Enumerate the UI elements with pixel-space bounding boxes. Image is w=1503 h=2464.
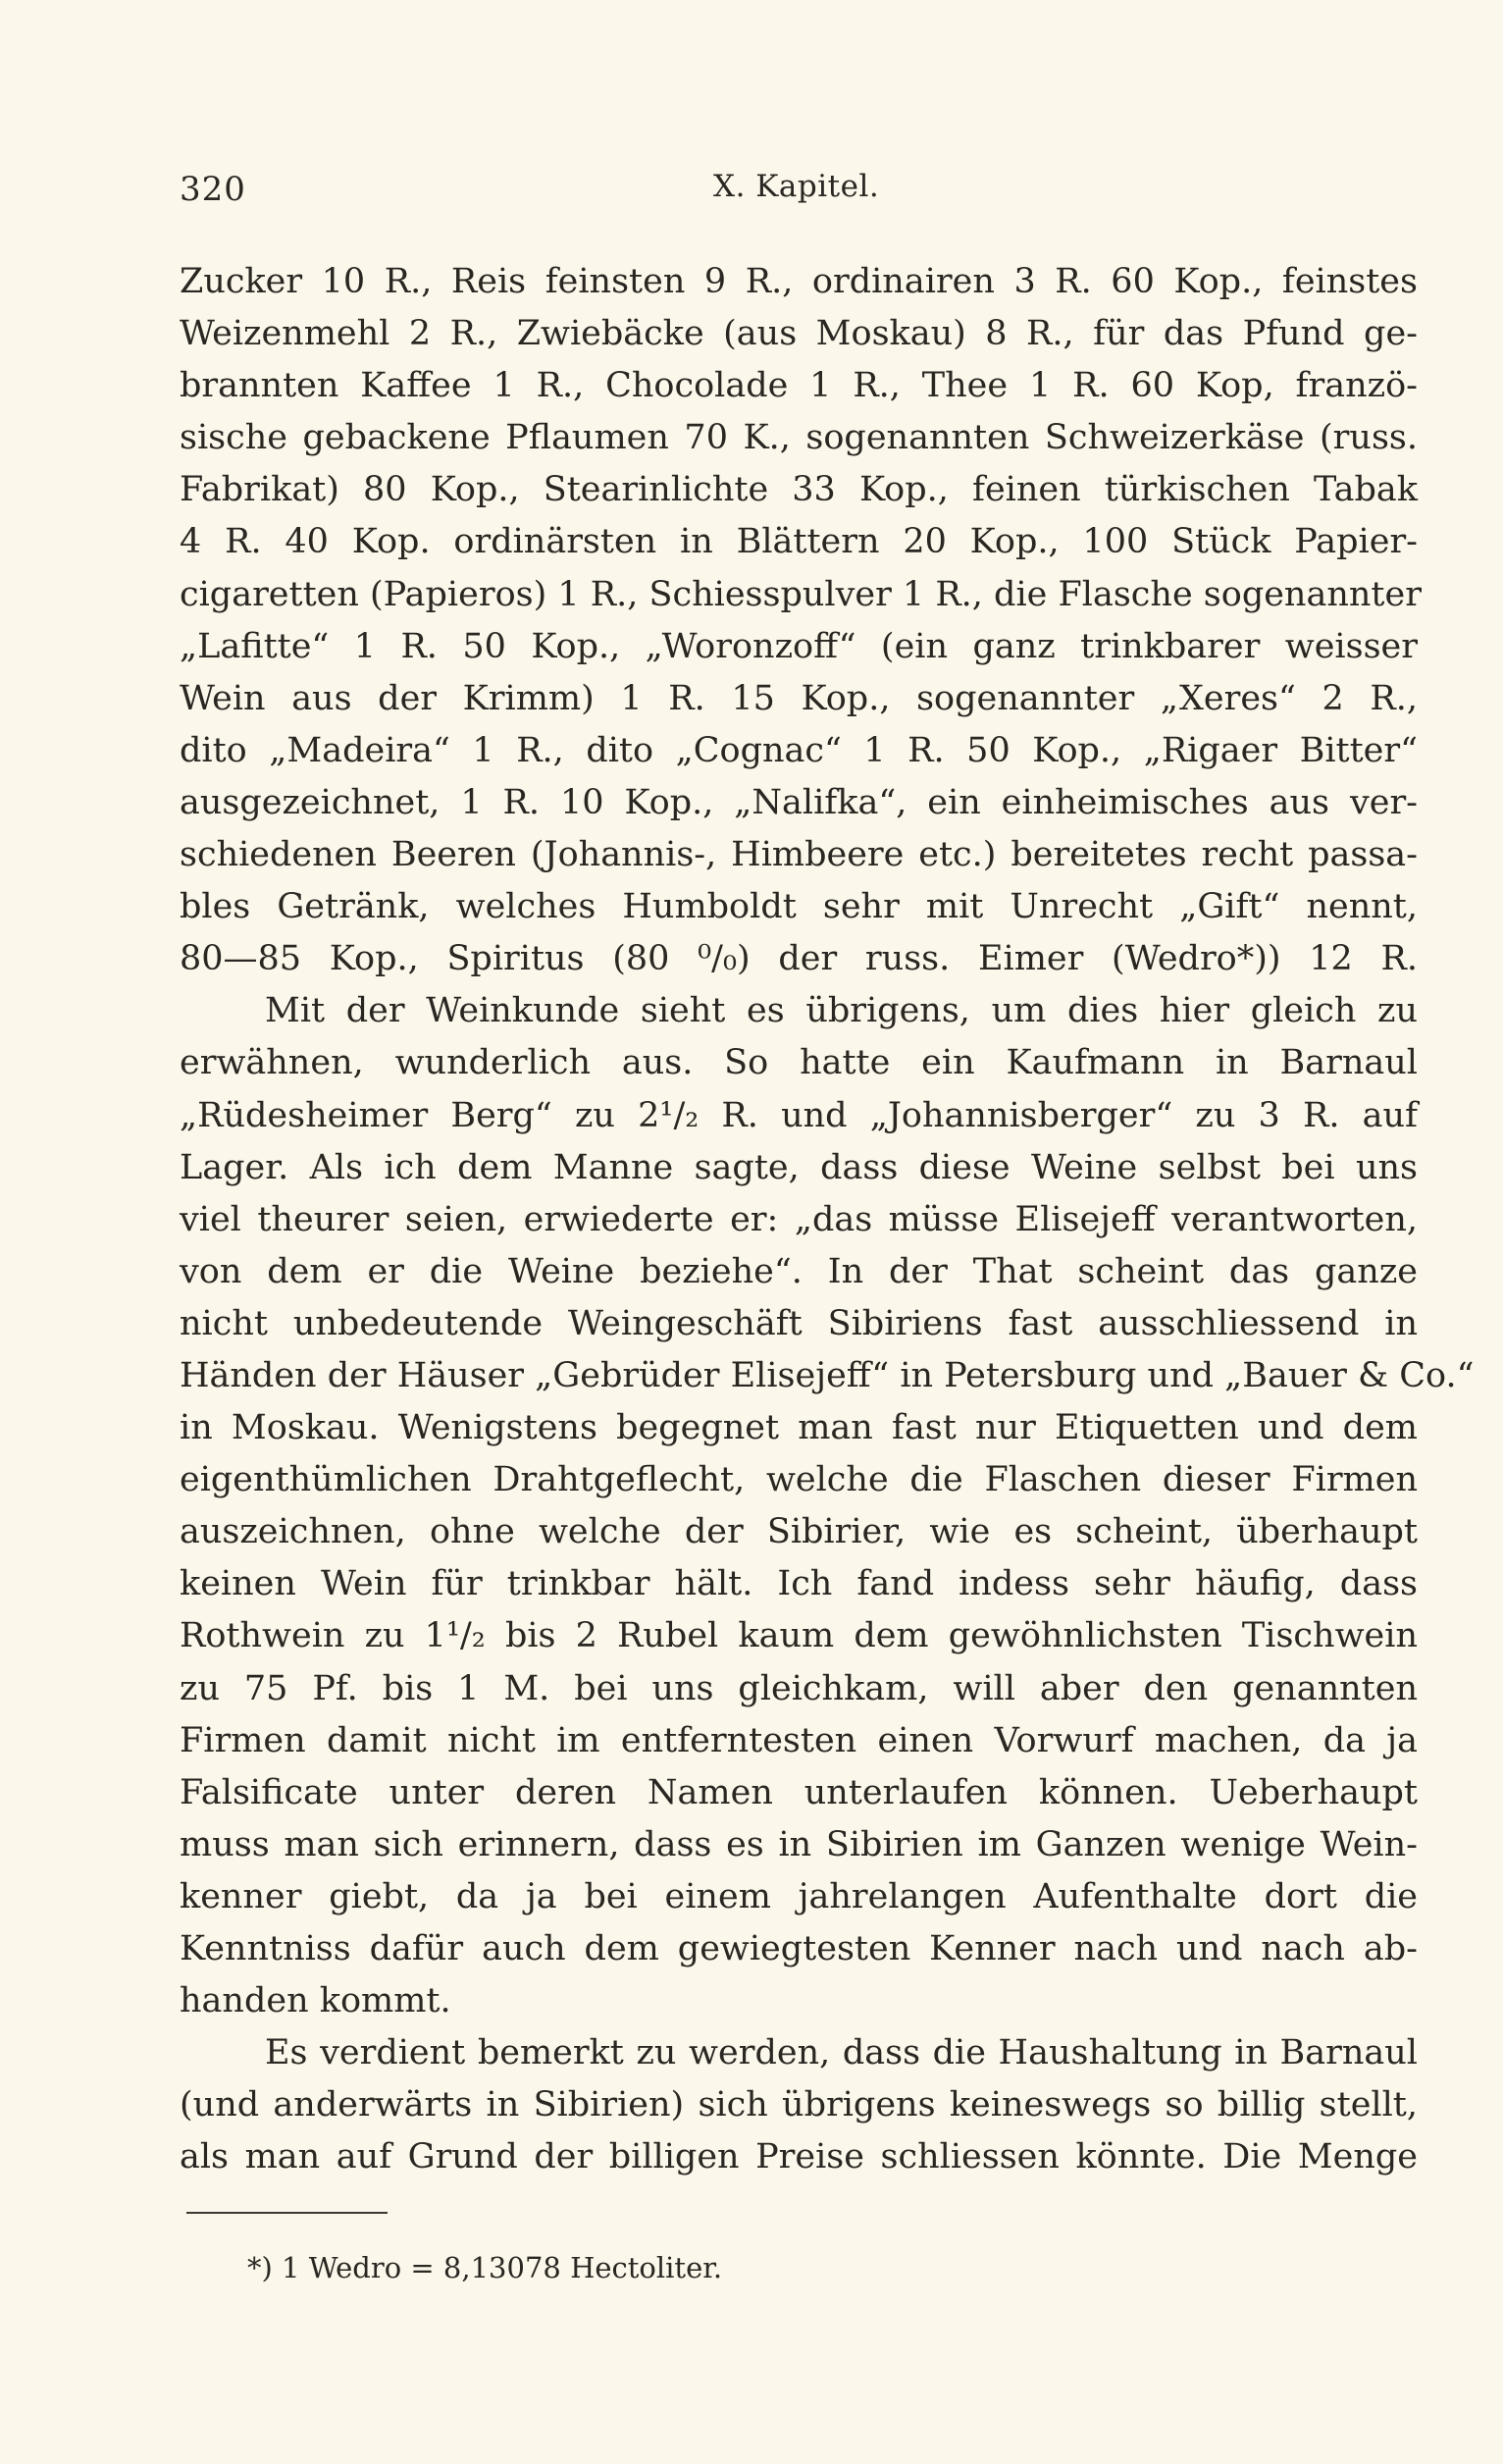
text-line: brannten Kaffee 1 R., Chocolade 1 R., Thee 1 R. 60 Kop, franzö- — [180, 366, 1418, 406]
text-line: nicht unbedeutende Weingeschäft Sibiriens fast ausschliessend in — [180, 1303, 1418, 1343]
text-line: Firmen damit nicht im entferntesten einen Vorwurf machen, da ja — [180, 1720, 1418, 1760]
text-line: muss man sich erinnern, dass es in Sibirien im Ganzen wenige Wein- — [180, 1824, 1418, 1864]
running-head: X. Kapitel. — [713, 169, 880, 204]
footnote: *) 1 Wedro = 8,13078 Hectoliter. — [247, 2251, 723, 2284]
text-line: ausgezeichnet, 1 R. 10 Kop., „Nalifka“, ein einheimisches aus ver- — [180, 782, 1418, 822]
text-line: cigaretten (Papieros) 1 R., Schiesspulver 1 R., die Flasche sogenannter — [180, 574, 1422, 614]
text-line: Händen der Häuser „Gebrüder Elisejeff“ in Petersburg und „Bauer & Co.“ — [180, 1355, 1475, 1395]
text-line: keinen Wein für trinkbar hält. Ich fand indess sehr häufig, dass — [180, 1564, 1418, 1604]
paragraph-first-line: Es verdient bemerkt zu werden, dass die Haushaltung in Barnaul — [265, 2033, 1418, 2073]
text-line: Kenntniss dafür auch dem gewiegtesten Kenner nach und nach ab- — [180, 1929, 1418, 1968]
text-line: erwähnen, wunderlich aus. So hatte ein Kaufmann in Barnaul — [180, 1043, 1418, 1083]
text-line: 80—85 Kop., Spiritus (80 ⁰/₀) der russ. Eimer (Wedro*)) 12 R. — [180, 939, 1418, 979]
text-line: dito „Madeira“ 1 R., dito „Cognac“ 1 R. 50 Kop., „Rigaer Bitter“ — [180, 730, 1418, 770]
paragraph-last-line: handen kommt. — [180, 1981, 451, 2021]
text-line: kenner giebt, da ja bei einem jahrelangen Aufenthalte dort die — [180, 1876, 1418, 1916]
text-line: Rothwein zu 1¹/₂ bis 2 Rubel kaum dem gewöhnlichsten Tischwein — [180, 1616, 1418, 1656]
text-line: Zucker 10 R., Reis feinsten 9 R., ordinairen 3 R. 60 Kop., feinstes — [180, 262, 1418, 301]
text-line: auszeichnen, ohne welche der Sibirier, wie es scheint, überhaupt — [180, 1512, 1418, 1552]
text-line: in Moskau. Wenigstens begegnet man fast nur Etiquetten und dem — [180, 1408, 1418, 1448]
text-line: Lager. Als ich dem Manne sagte, dass diese Weine selbst bei uns — [180, 1147, 1418, 1187]
text-line: als man auf Grund der billigen Preise schliessen könnte. Die Menge — [180, 2137, 1418, 2177]
text-line: 4 R. 40 Kop. ordinärsten in Blättern 20 Kop., 100 Stück Papier- — [180, 522, 1418, 562]
paragraph-first-line: Mit der Weinkunde sieht es übrigens, um dies hier gleich zu — [265, 991, 1418, 1031]
text-line: (und anderwärts in Sibirien) sich übrigens keineswegs so billig stellt, — [180, 2085, 1418, 2125]
text-line: bles Getränk, welches Humboldt sehr mit Unrecht „Gift“ nennt, — [180, 887, 1418, 927]
body-text — [180, 256, 1475, 2183]
text-line: „Rüdesheimer Berg“ zu 2¹/₂ R. und „Johannisberger“ zu 3 R. auf — [180, 1095, 1418, 1135]
text-line: viel theurer seien, erwiederte er: „das müsse Elisejeff verantworten, — [180, 1199, 1418, 1239]
text-line: Falsificate unter deren Namen unterlaufen können. Ueberhaupt — [180, 1772, 1418, 1812]
text-line: zu 75 Pf. bis 1 M. bei uns gleichkam, will aber den genannten — [180, 1668, 1418, 1708]
text-line: Weizenmehl 2 R., Zwiebäcke (aus Moskau) 8 R., für das Pfund ge- — [180, 314, 1418, 354]
footnote-rule — [186, 2212, 388, 2214]
text-line: „Lafitte“ 1 R. 50 Kop., „Woronzoff“ (ein ganz trinkbarer weisser — [180, 626, 1418, 666]
text-line: Fabrikat) 80 Kop., Stearinlichte 33 Kop., feinen türkischen Tabak — [180, 470, 1418, 510]
text-line: schiedenen Beeren (Johannis-, Himbeere etc.) bereitetes recht passa- — [180, 835, 1418, 875]
text-line: Wein aus der Krimm) 1 R. 15 Kop., sogenannter „Xeres“ 2 R., — [180, 678, 1418, 718]
text-line: von dem er die Weine beziehe“. In der That scheint das ganze — [180, 1251, 1418, 1291]
text-line: eigenthümlichen Drahtgeflecht, welche die Flaschen dieser Firmen — [180, 1460, 1418, 1500]
text-line: sische gebackene Pflaumen 70 K., sogenannten Schweizerkäse (russ. — [180, 418, 1418, 458]
page-number: 320 — [180, 170, 246, 209]
